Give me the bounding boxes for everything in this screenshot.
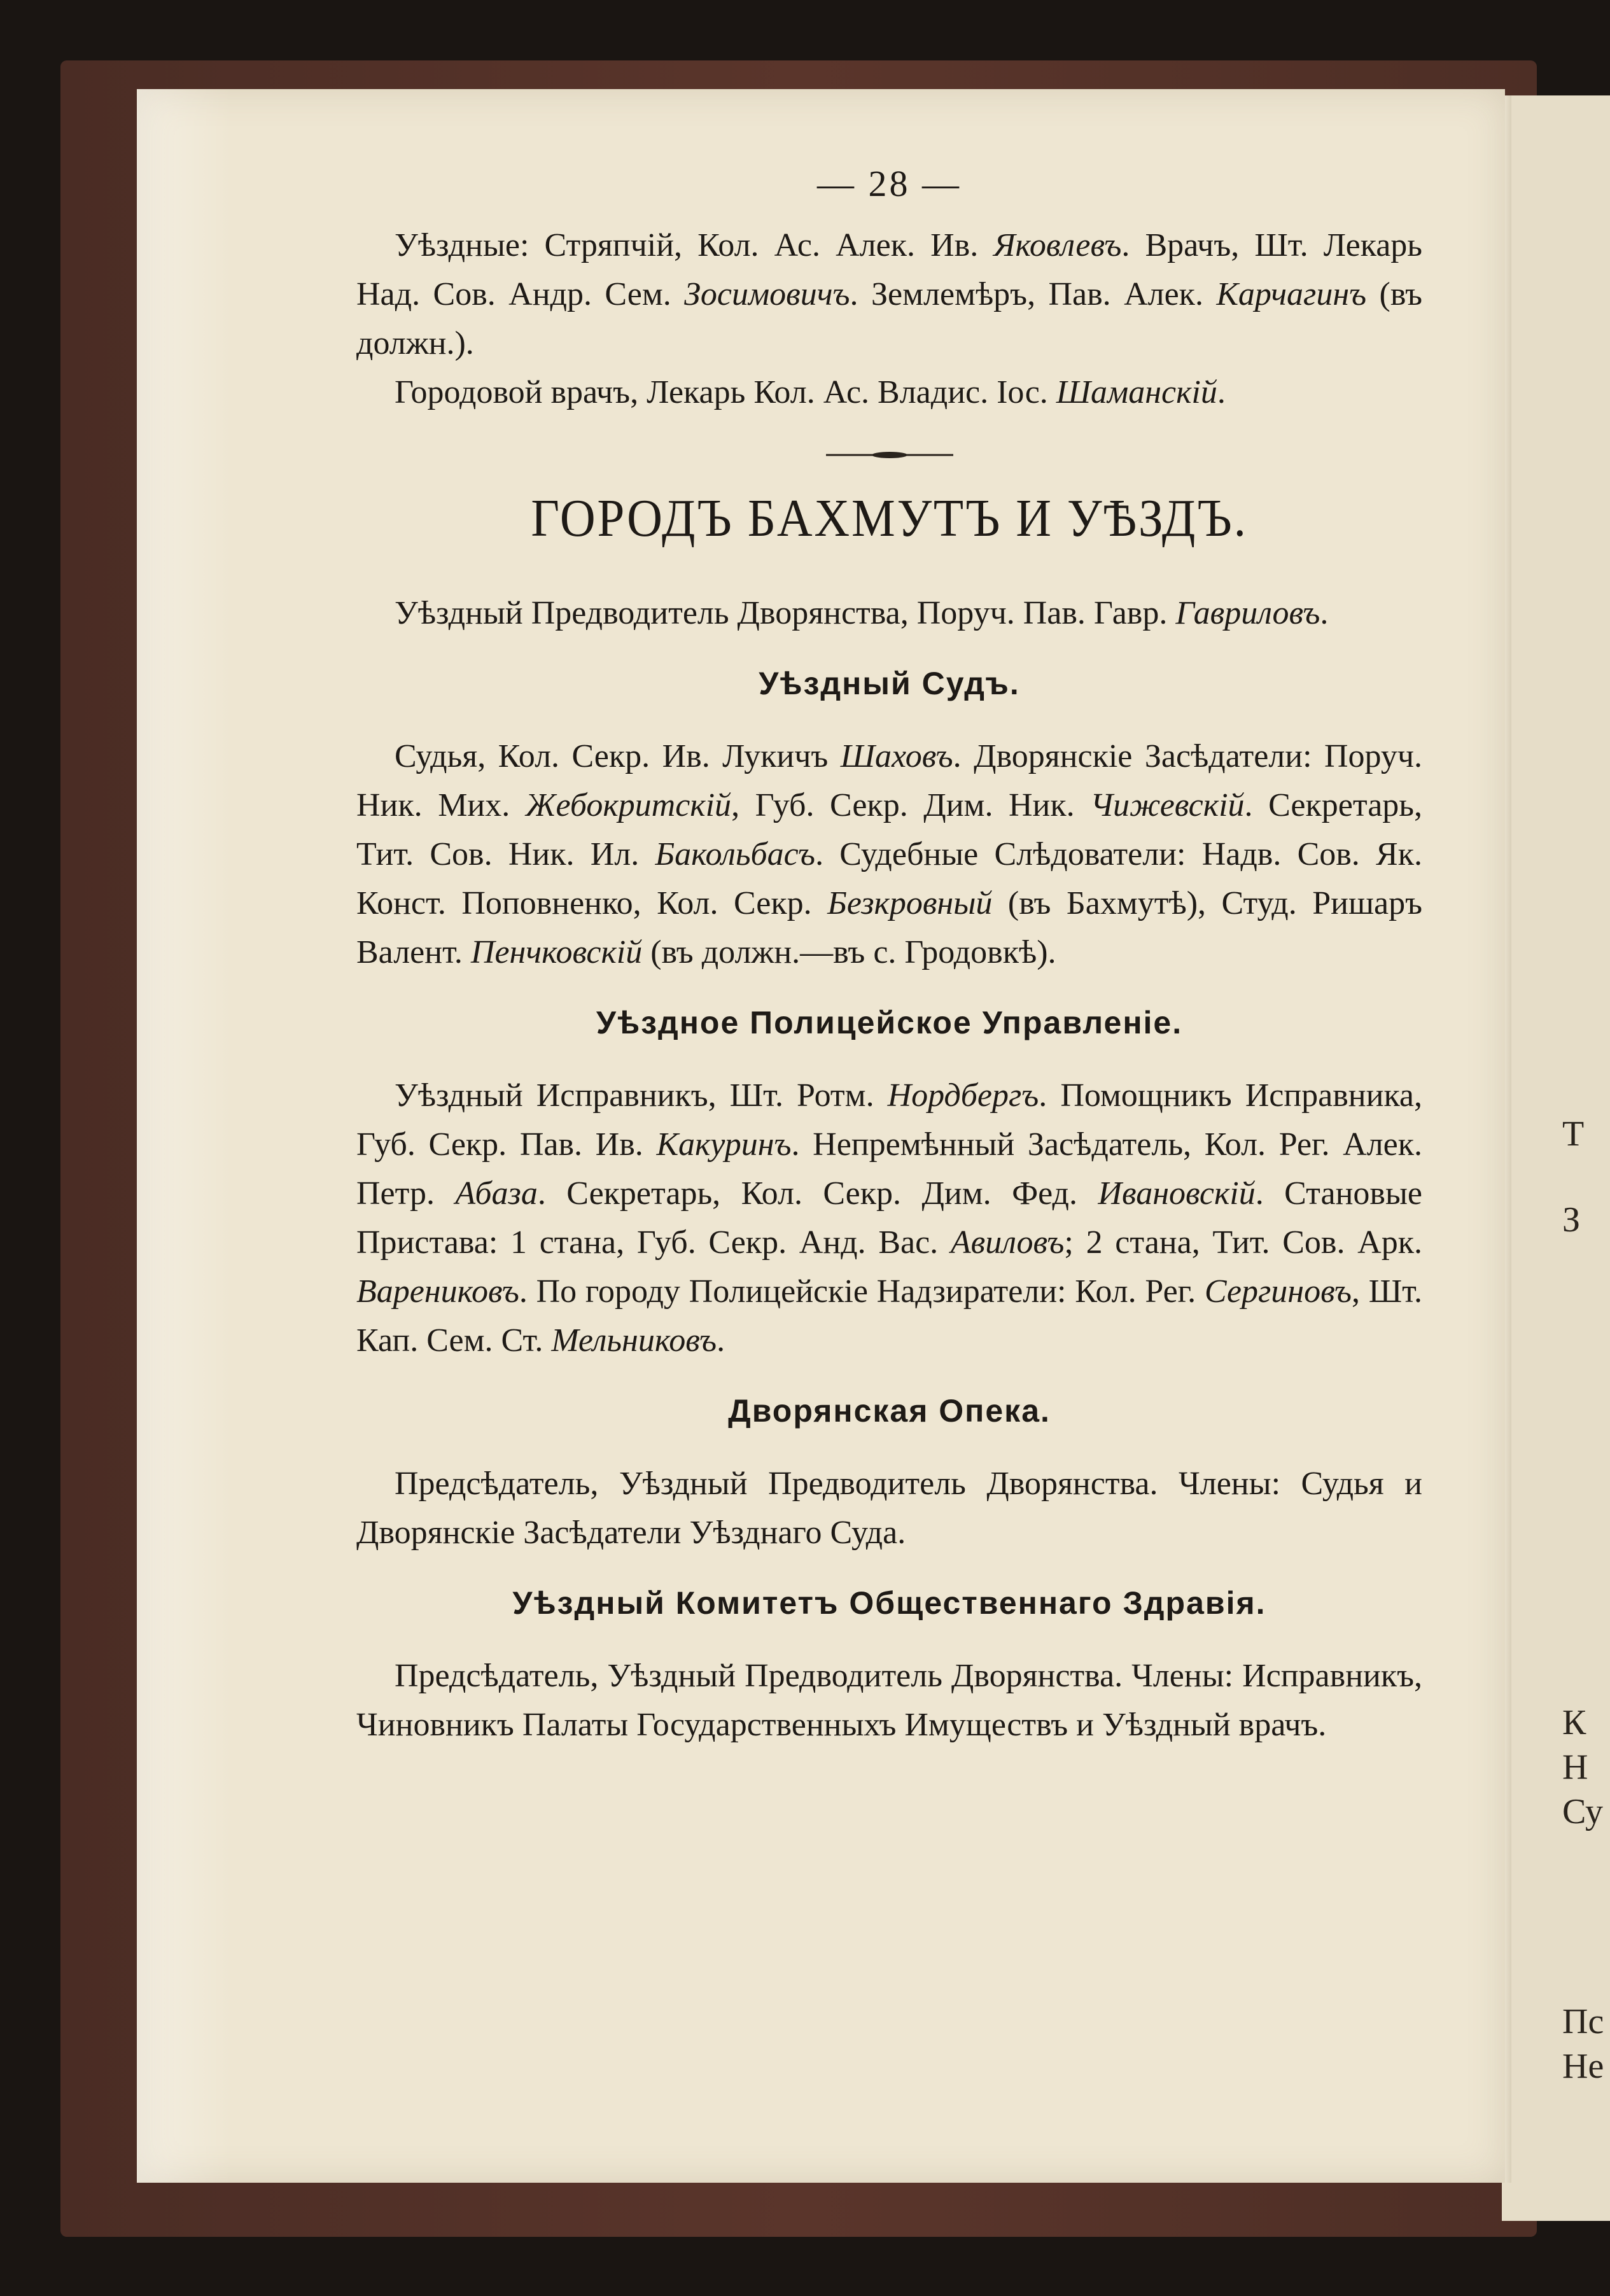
adjacent-page-fragment: Н xyxy=(1562,1747,1588,1787)
adjacent-page-fragment: Не xyxy=(1562,2047,1604,2086)
text-run: . Становые Пристава: 1 стана, Губ. Секр. Анд. Вас. xyxy=(356,1175,1422,1261)
person-name: Ивановскій xyxy=(1098,1175,1256,1212)
text-run: Уѣздный Исправникъ, Шт. Ротм. xyxy=(395,1077,888,1114)
section-heading-health-committee: Уѣздный Комитетъ Общественнаго Здравія. xyxy=(512,1585,1266,1621)
person-name: Абаза xyxy=(455,1175,538,1212)
text-run: (въ Бахмутѣ), Студ. Ришаръ Валент. xyxy=(356,885,1422,970)
text-run: , Шт. Кап. Сем. Ст. xyxy=(356,1273,1422,1359)
text-run: . Непремѣнный Засѣдатель, Кол. Рег. Алек. Петр. xyxy=(356,1126,1422,1212)
adjacent-page-fragment: З xyxy=(1562,1200,1581,1240)
text-run: . Врачъ, Шт. Лекарь Над. Сов. Андр. Сем. xyxy=(356,227,1422,312)
text-run: Городовой врачъ, Лекарь Кол. Ас. Владис. Іос. xyxy=(395,374,1056,410)
section-heading-police: Уѣздное Полицейское Управленіе. xyxy=(596,1005,1183,1040)
text-run: . Секретарь, Тит. Сов. Ник. Ил. xyxy=(356,787,1422,872)
paragraph-city-doctor xyxy=(356,368,1422,417)
text-run: . Судебные Слѣдователи: Надв. Сов. Як. Конст. Поповненко, Кол. Секр. xyxy=(356,836,1422,921)
person-name: Гавриловъ xyxy=(1175,595,1320,631)
person-name: Сергиновъ xyxy=(1204,1273,1352,1310)
text-run: Уѣздный Предводитель Дворянства, Поруч. Пав. Гавр. xyxy=(395,595,1176,631)
page-gutter-shade xyxy=(137,89,232,2183)
text-run: . Дворянскіе Засѣдатели: Поруч. Ник. Мих. xyxy=(356,738,1422,823)
text-run: . xyxy=(1320,595,1329,631)
person-name: Мельниковъ xyxy=(551,1322,717,1359)
text-run: (въ должн.—въ с. Гродовкѣ). xyxy=(642,934,1056,970)
person-name: Нордбергъ xyxy=(887,1077,1039,1114)
person-name: Варениковъ xyxy=(356,1273,519,1310)
section-heading-court: Уѣздный Судъ. xyxy=(759,666,1020,701)
adjacent-page-fragment: Т xyxy=(1562,1114,1585,1154)
text-run: (въ должн.). xyxy=(356,276,1422,361)
text-run: Судья, Кол. Секр. Ив. Лукичъ xyxy=(395,738,841,774)
text-run: . Помощникъ Исправника, Губ. Секр. Пав. Ив. xyxy=(356,1077,1422,1163)
section-heading-guardianship: Дворянская Опека. xyxy=(728,1393,1051,1429)
ornamental-rule xyxy=(356,449,1422,461)
person-name: Чижевскій xyxy=(1090,787,1245,823)
person-name: Яковлевъ xyxy=(993,227,1122,263)
adjacent-page-fragment: Пс xyxy=(1562,2002,1604,2041)
adjacent-page xyxy=(1502,95,1610,2221)
text-run: , Губ. Секр. Дим. Ник. xyxy=(731,787,1091,823)
adjacent-page-fragment: К xyxy=(1562,1703,1586,1742)
paragraph-marshal xyxy=(356,589,1422,638)
paragraph-court xyxy=(356,732,1422,977)
adjacent-page-fragment: Су xyxy=(1562,1792,1603,1831)
text-run: . По городу Полицейскіе Надзиратели: Кол. Рег. xyxy=(519,1273,1205,1310)
text-run: . Землемѣръ, Пав. Алек. xyxy=(850,276,1217,312)
person-name: Карчагинъ xyxy=(1216,276,1367,312)
person-name: Безкровный xyxy=(827,885,993,921)
person-name: Шаманскій xyxy=(1056,374,1217,410)
paragraph-guardianship: Предсѣдатель, Уѣздный Предводитель Дворянства. Члены: Судья и Дворянскіе Засѣдатели Уѣзднаго Суда. xyxy=(356,1466,1422,1551)
page-number: — 28 — xyxy=(817,163,962,204)
city-title: ГОРОДЪ БАХМУТЪ И УѢЗДЪ. xyxy=(531,489,1248,548)
person-name: Шаховъ xyxy=(840,738,953,774)
person-name: Авиловъ xyxy=(950,1224,1065,1261)
text-run: . xyxy=(717,1322,725,1359)
person-name: Какуринъ xyxy=(656,1126,792,1163)
person-name: Пенчковскій xyxy=(470,934,643,970)
person-name: Зосимовичъ xyxy=(684,276,850,312)
paragraph-police xyxy=(356,1071,1422,1365)
paragraph-health-committee: Предсѣдатель, Уѣздный Предводитель Дворянства. Члены: Исправникъ, Чиновникъ Палаты Государственныхъ Имуществъ и Уѣздный врачъ. xyxy=(356,1658,1422,1743)
person-name: Жебокритскій xyxy=(525,787,732,823)
paragraph-district-officials xyxy=(356,221,1422,368)
text-run: . Секретарь, Кол. Секр. Дим. Фед. xyxy=(537,1175,1098,1212)
text-run: . xyxy=(1217,374,1226,410)
text-run: Уѣздные: Стряпчій, Кол. Ас. Алек. Ив. xyxy=(395,227,994,263)
text-run: ; 2 стана, Тит. Сов. Арк. xyxy=(1064,1224,1423,1261)
page-content xyxy=(356,159,1422,1749)
person-name: Бакольбасъ xyxy=(655,836,816,872)
